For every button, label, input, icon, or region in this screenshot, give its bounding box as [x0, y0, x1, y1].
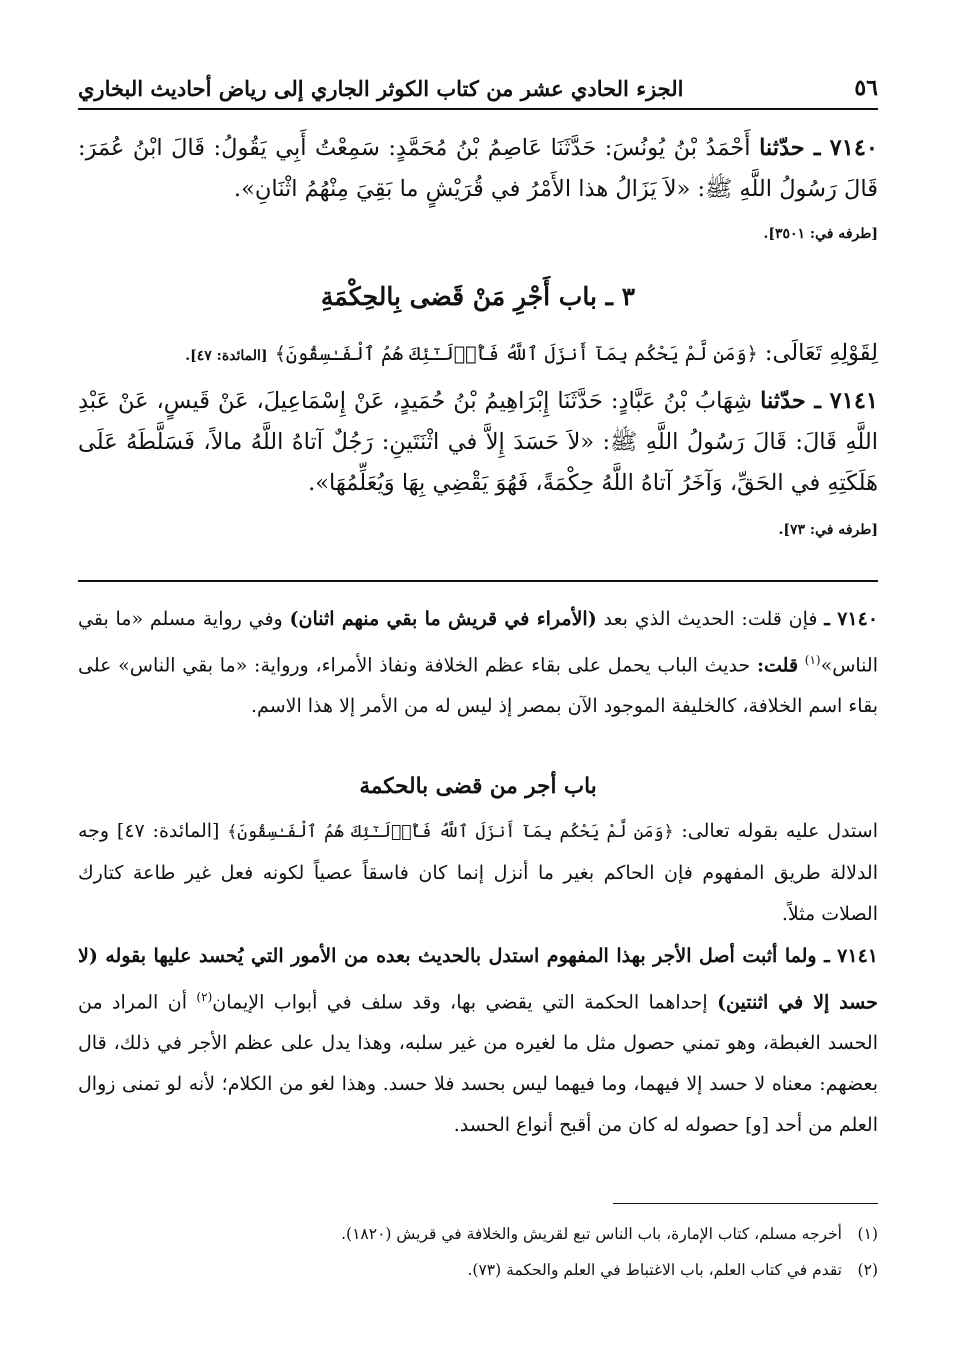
running-title: الجزء الحادي عشر من كتاب الكوثر الجاري إلى رياض أحاديث البخاري: [78, 75, 684, 101]
footnote-separator: [613, 1203, 878, 1204]
quoted-phrase: (الأمراء في قريش ما بقي منهم اثنان): [289, 608, 597, 630]
footnote-2: [78, 1256, 878, 1284]
page-number: ٥٦: [854, 75, 878, 101]
chapter-heading: ٣ ـ باب أَجْرِ مَنْ قَضى بِالحِكْمَةِ: [320, 282, 636, 311]
hadith-number: ٧١٤٠ ـ حدّثنا: [759, 135, 879, 161]
footnote-number: (٢): [857, 1261, 878, 1279]
footnote-text: أخرجه مسلم، كتاب الإمارة، باب الناس تبع لقريش والخلافة في قريش (١٨٢٠).: [341, 1225, 842, 1243]
hadith-text: أَحْمَدُ بْنُ يُونُسَ: حَدَّثَنَا عَاصِمُ بْنُ مُحَمَّدٍ: سَمِعْتُ أَبِي يَقُولُ: قَالَ ابْنُ عُمَرَ: قَالَ رَسُولُ اللَّهِ ﷺ: «لاَ يَزَالُ هذا الأَمْرُ في قُرَيْشٍ ما بَقِيَ مِنْهُمُ اثْنَانِ».: [78, 135, 878, 202]
commentary-text: أن المراد من الحسد الغبطة، وهو تمني حصول مثل ما لغيره من غير سلبه، وهذا يدل على عظم الأجر في ذلك، قال بعضهم: معناه لا حسد إلا فيهما، وما فيهما ليس بحسد فلا حسد. وهذا لغو من الكلام؛ لأنه لو تمنى زوال العلم من أحد [و] حصوله له كان من أقبح أنواع الحسد.: [78, 991, 879, 1137]
commentary-text: إحداهما الحكمة التي يقضي بها، وقد سلف في أبواب الإيمان: [212, 991, 708, 1014]
quran-quote: ﴿وَمَن لَّمْ يَحْكُم بِمَآ أَنزَلَ ٱللَّهُ فَأُو۟لَـٰٓئِكَ هُمُ ٱلْفَـٰسِقُونَ﴾: [227, 822, 674, 842]
commentary-heading: باب أجر من قضى بالحكمة: [359, 774, 597, 799]
verse-lead: لِقَوْلِهِ تَعَالَى:: [764, 340, 878, 366]
hadith-7141: [78, 381, 878, 504]
commentary-text: استدل عليه بقوله تعالى:: [681, 820, 878, 842]
book-page: [78, 0, 878, 1366]
footnote-ref-1: (١): [804, 653, 821, 667]
hadith-7140: [78, 128, 878, 210]
commentary-number: ٧١٤٠ ـ: [824, 608, 879, 630]
hadith-number: ٧١٤١ ـ حدّثنا: [760, 388, 878, 414]
commentary-lead: ٧١٤١ ـ ولما أثبت أصل الأجر بهذا المفهوم استدل بالحديث بعده من الأمور التي يُحسد عليها بقوله (لا حسد إلا في اثنتين): [78, 945, 878, 1014]
qultu-label: قلت:: [756, 654, 799, 677]
quran-quote: ﴿وَمَن لَّمْ يَحْكُم بِمَآ أَنزَلَ ٱللَّهُ فَأُو۟لَـٰٓئِكَ هُمُ ٱلْفَـٰسِقُونَ﴾: [274, 343, 758, 365]
page-header: [78, 68, 878, 110]
commentary-text: [المائدة: ٤٧] وجه الدلالة طريق المفهوم فإن الحاكم بغير ما أنزل إنما كان فاسقاً عصياً لكونه فعل غير طاعة كتارك الصلات مثلاً.: [78, 820, 878, 925]
footnote-text: تقدم في كتاب العلم، باب الاغتباط في العلم والحكمة (٧٣).: [467, 1261, 842, 1279]
hadith-7140-ref: [طرفه في: ٣٥٠١].: [763, 226, 878, 242]
footnote-ref-2: (٢): [196, 990, 213, 1004]
hadith-7141-ref: [طرفه في: ٧٣].: [778, 522, 878, 538]
commentary-7140: [78, 599, 878, 727]
commentary-text: فإن قلت: الحديث الذي بعد: [603, 608, 818, 630]
commentary-verse: [78, 811, 878, 935]
footnote-number: (١): [857, 1225, 878, 1243]
footnote-1: [78, 1220, 878, 1248]
commentary-separator: [78, 580, 878, 582]
verse-ref: [المائدة: ٤٧].: [185, 348, 268, 364]
commentary-7141: [78, 936, 878, 1146]
commentary-text: حديث الباب يحمل على بقاء عظم الخلافة ونفاذ الأمراء، ورواية: «ما بقي الناس» على بقاء اسم الخلافة، كالخليفة الموجود الآن بمصر إذ ليس له من الأمر إلا هذا الاسم.: [78, 654, 878, 718]
hadith-text: شِهَابُ بْنُ عَبَّادٍ: حَدَّثَنَا إِبْرَاهِيمُ بْنُ حُمَيدٍ، عَنْ إِسْمَاعِيلَ، عَنْ قَيسٍ، عَنْ عَبْدِ اللَّهِ قَالَ: قَالَ رَسُولُ اللَّهِ ﷺ: «لاَ حَسَدَ إِلاَّ في اثْنَتَينِ: رَجُلٌ آتاهُ اللَّهُ مالاً، فَسَلَّطَهُ عَلَى هَلَكَتِهِ في الحَقِّ، وَآخَرُ آتاهُ اللَّهُ حِكْمَةً، فَهُوَ يَقْضِي بِهَا وَيُعَلِّمُهَا».: [78, 388, 878, 496]
commentary-text: وفي رواية مسلم «ما بقي الناس»: [78, 608, 878, 677]
verse-line: [78, 333, 878, 377]
